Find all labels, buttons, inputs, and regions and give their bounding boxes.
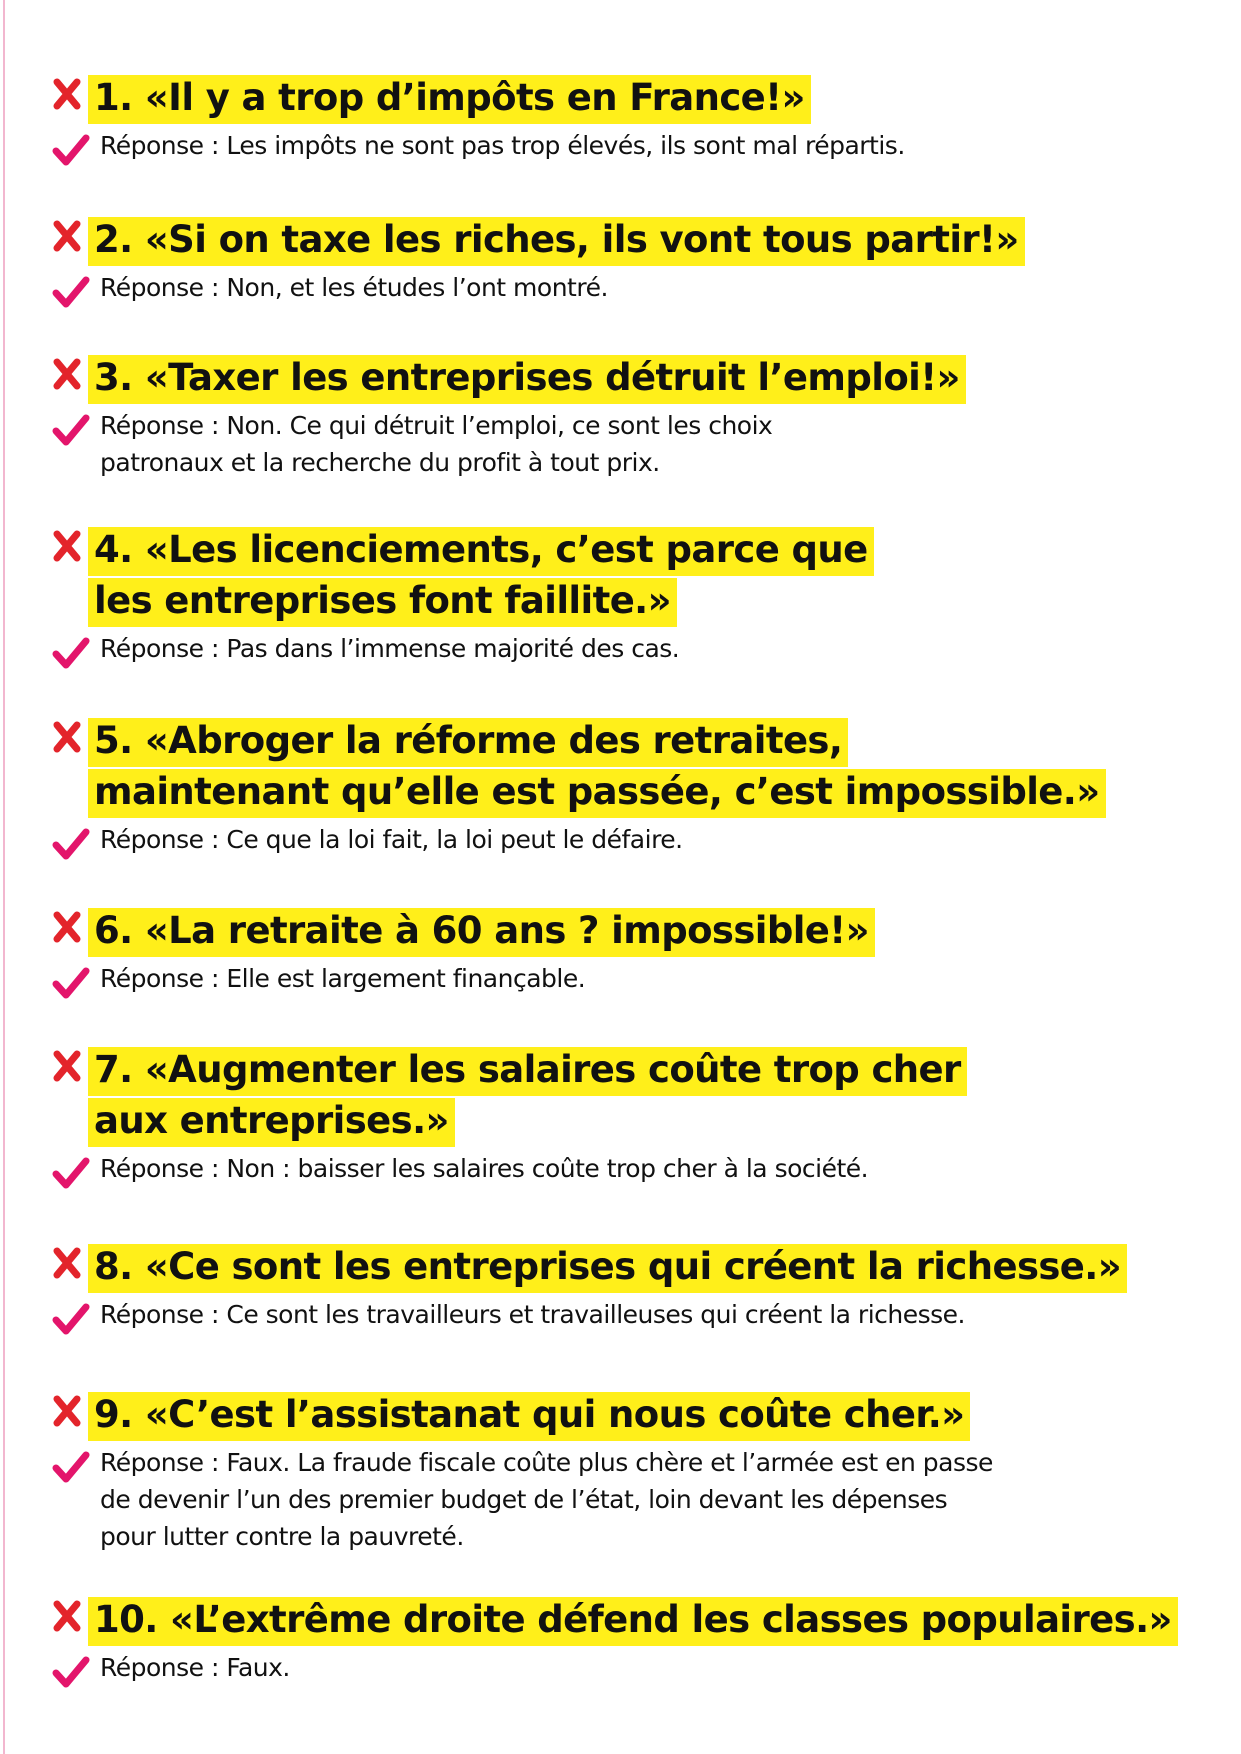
claim-text: 5. «Abroger la réforme des retraites, maintenant qu’elle est passée, c’est impossible.» [88, 718, 1106, 818]
claim [52, 352, 1212, 403]
answer [52, 127, 1212, 164]
answer-text: Réponse : Pas dans l’immense majorité des cas. [100, 634, 680, 663]
answer-text: Réponse : Elle est largement finançable. [100, 964, 586, 993]
check-icon [52, 827, 90, 861]
list-item [52, 1389, 1212, 1555]
answer [52, 821, 1212, 858]
claim-text: 6. «La retraite à 60 ans ? impossible!» [88, 908, 875, 957]
list-item [52, 1241, 1212, 1333]
check-icon [52, 1450, 90, 1484]
answer [52, 1150, 1212, 1187]
answer [52, 1649, 1212, 1686]
check-icon [52, 1156, 90, 1190]
claim [52, 1241, 1212, 1292]
answer [52, 269, 1212, 306]
claim-text: 2. «Si on taxe les riches, ils vont tous partir!» [88, 217, 1025, 266]
answer [52, 960, 1212, 997]
list-item [52, 1594, 1212, 1686]
answer-text: Réponse : Les impôts ne sont pas trop élevés, ils sont mal répartis. [100, 131, 905, 160]
list-item [52, 905, 1212, 997]
claim-text: 1. «Il y a trop d’impôts en France!» [88, 75, 811, 124]
claim [52, 1044, 1212, 1146]
claim [52, 72, 1212, 123]
check-icon [52, 636, 90, 670]
check-icon [52, 275, 90, 309]
list-item [52, 1044, 1212, 1187]
claim-text: 4. «Les licenciements, c’est parce que les entreprises font faillite.» [88, 527, 874, 627]
answer [52, 1296, 1212, 1333]
check-icon [52, 1655, 90, 1689]
answer-text: Réponse : Ce sont les travailleurs et travailleuses qui créent la richesse. [100, 1300, 965, 1329]
check-icon [52, 966, 90, 1000]
check-icon [52, 413, 90, 447]
list-item [52, 715, 1212, 858]
answer [52, 407, 1212, 481]
cross-icon [52, 528, 82, 564]
claim [52, 1594, 1212, 1645]
cross-icon [52, 1048, 82, 1084]
answer-text: Réponse : Non, et les études l’ont montré. [100, 273, 608, 302]
cross-icon [52, 719, 82, 755]
cross-icon [52, 1245, 82, 1281]
answer [52, 630, 1212, 667]
cross-icon [52, 1598, 82, 1634]
answer [52, 1444, 1212, 1555]
claim [52, 905, 1212, 956]
claim [52, 524, 1212, 626]
cross-icon [52, 356, 82, 392]
list-item [52, 214, 1212, 306]
cross-icon [52, 218, 82, 254]
cross-icon [52, 909, 82, 945]
answer-text: Réponse : Non. Ce qui détruit l’emploi, ce sont les choix patronaux et la recherche du profit à tout prix. [100, 411, 773, 477]
claim-text: 7. «Augmenter les salaires coûte trop cher aux entreprises.» [88, 1047, 967, 1147]
answer-text: Réponse : Ce que la loi fait, la loi peut le défaire. [100, 825, 683, 854]
claim [52, 214, 1212, 265]
answer-text: Réponse : Faux. La fraude fiscale coûte plus chère et l’armée est en passe de devenir l’un des premier budget de l’état, loin devant les dépenses pour lutter contre la pauvreté. [100, 1448, 993, 1551]
claim [52, 1389, 1212, 1440]
check-icon [52, 133, 90, 167]
answer-text: Réponse : Faux. [100, 1653, 290, 1682]
list-item [52, 524, 1212, 667]
claim-text: 10. «L’extrême droite défend les classes populaires.» [88, 1597, 1178, 1646]
claim-text: 8. «Ce sont les entreprises qui créent la richesse.» [88, 1244, 1127, 1293]
list-item [52, 352, 1212, 481]
claim [52, 715, 1212, 817]
check-icon [52, 1302, 90, 1336]
claim-text: 3. «Taxer les entreprises détruit l’emploi!» [88, 355, 966, 404]
cross-icon [52, 76, 82, 112]
answer-text: Réponse : Non : baisser les salaires coûte trop cher à la société. [100, 1154, 869, 1183]
page-edge-rule [3, 0, 5, 1754]
claim-text: 9. «C’est l’assistanat qui nous coûte cher.» [88, 1392, 970, 1441]
list-item [52, 72, 1212, 164]
cross-icon [52, 1393, 82, 1429]
